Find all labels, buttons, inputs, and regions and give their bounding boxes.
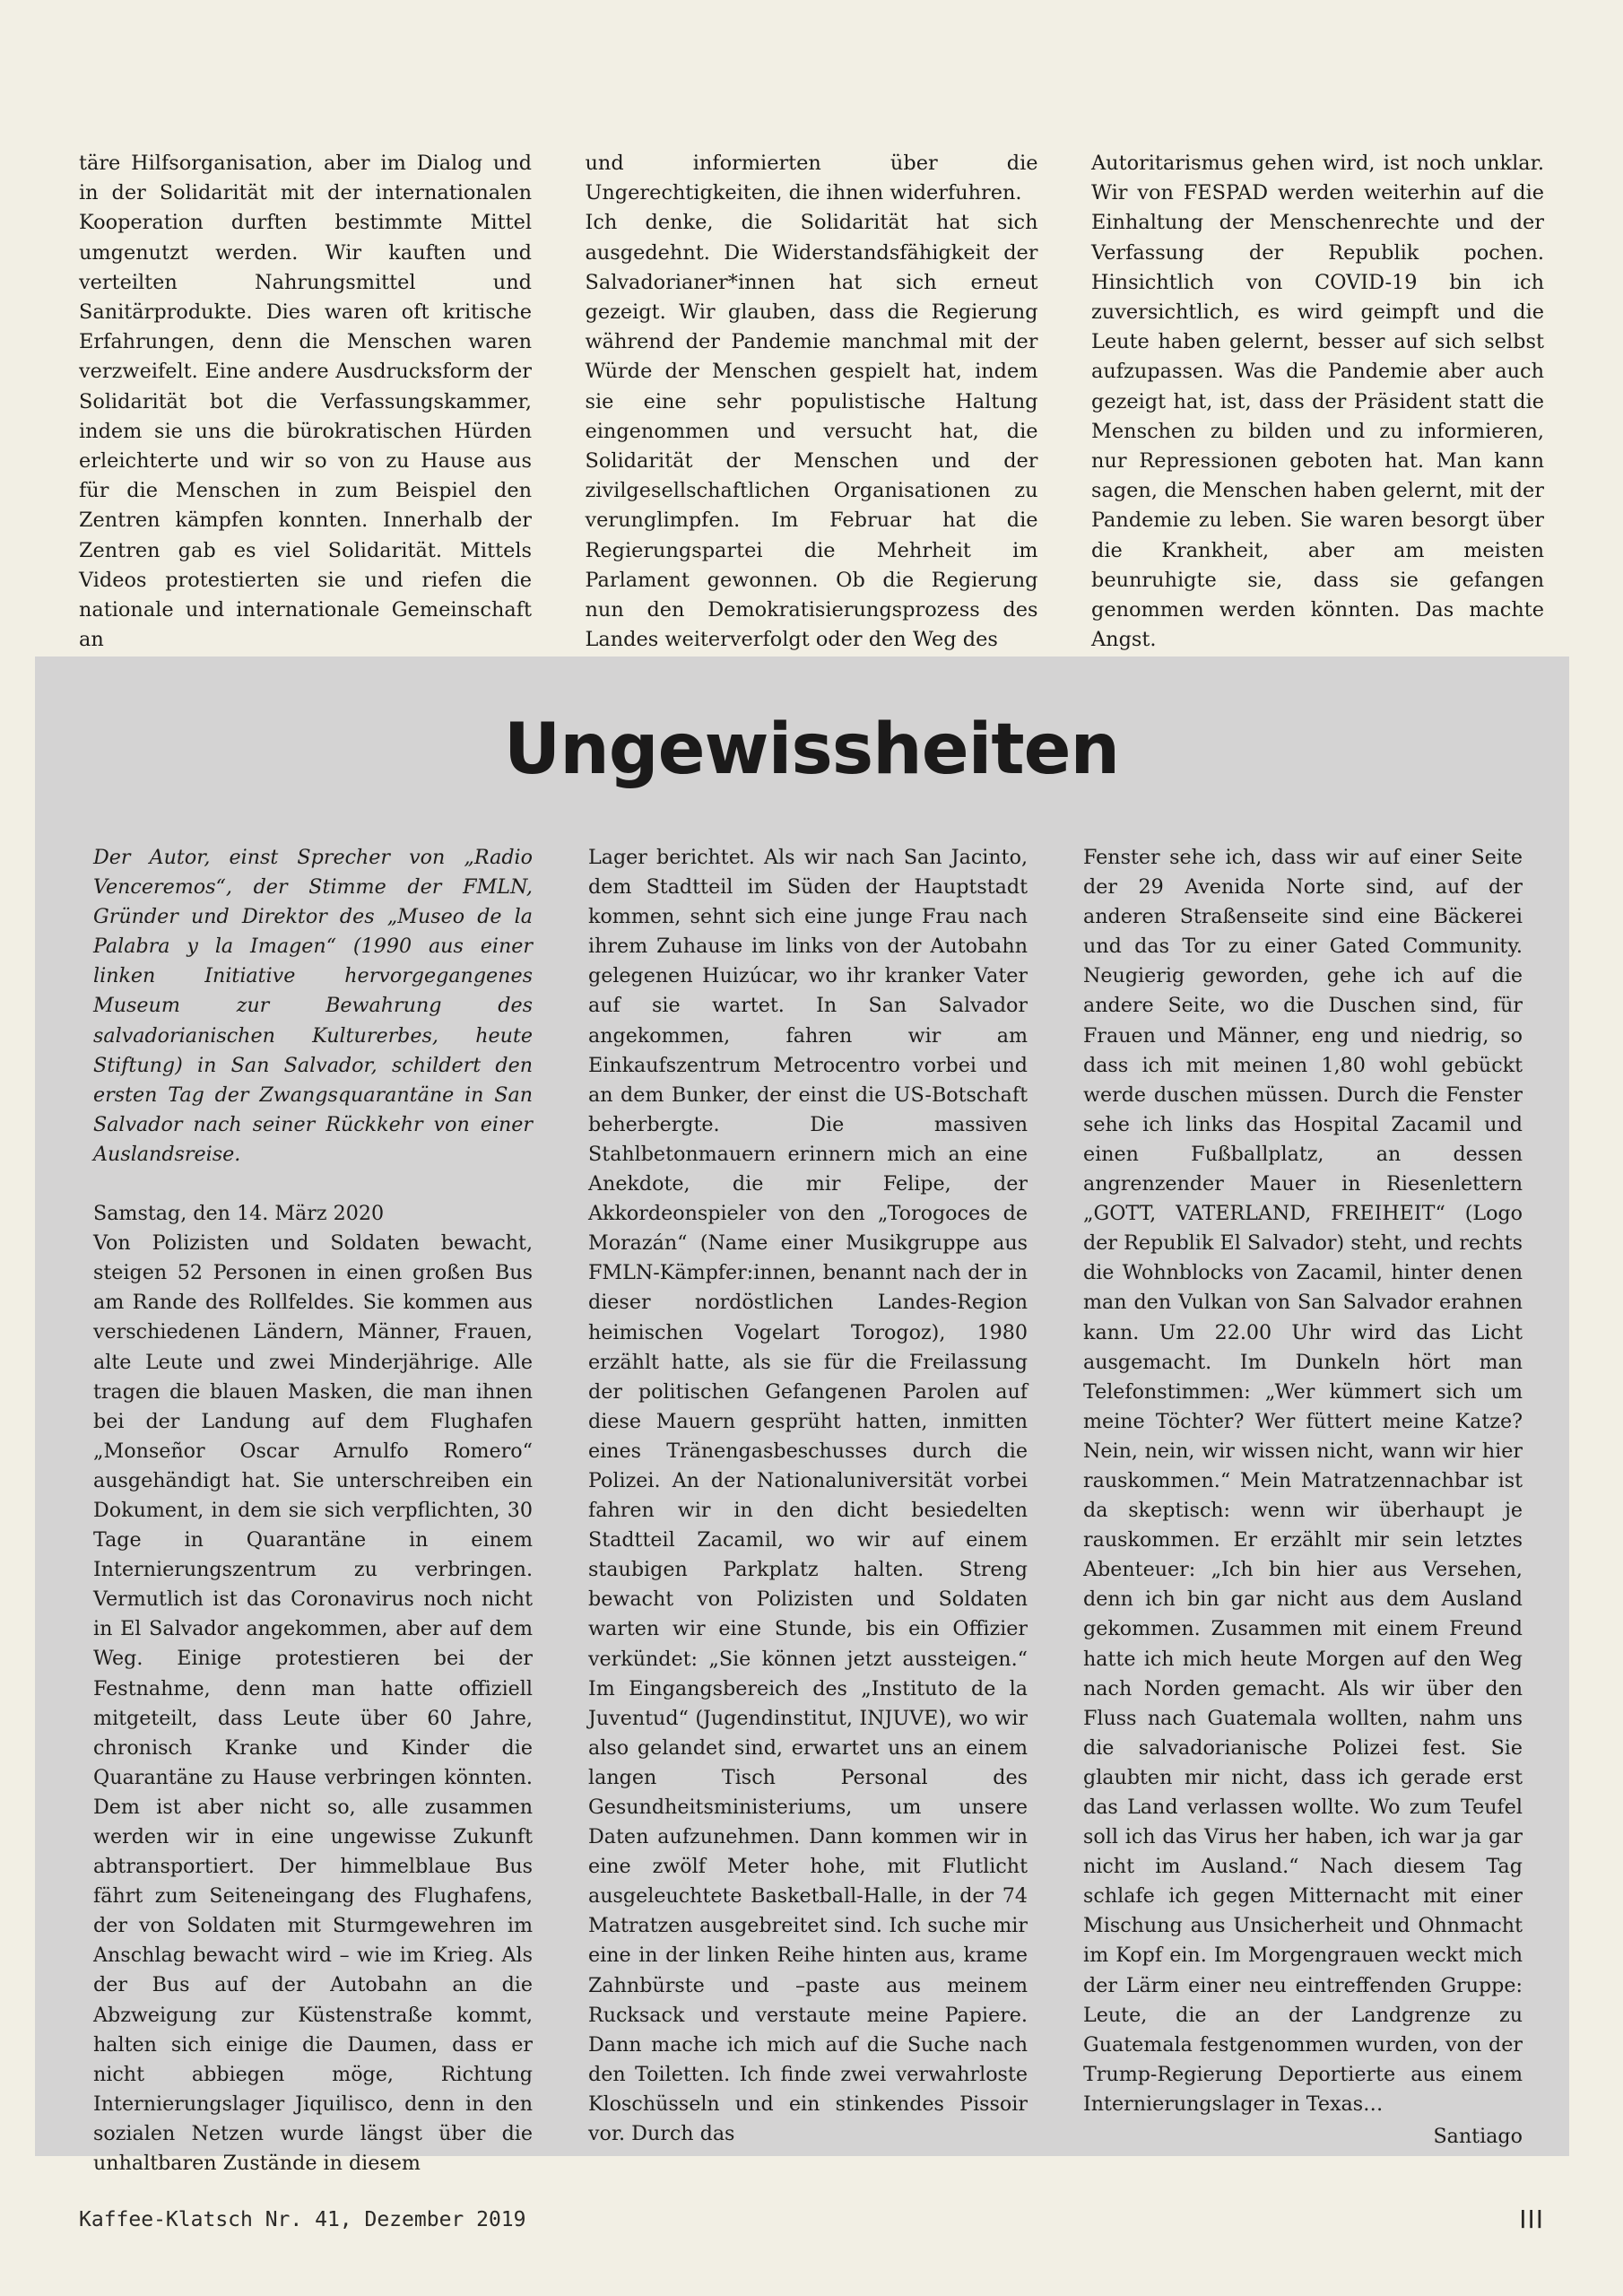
top-column-2-text: und informierten über die Ungerechtigkeiten, die ihnen widerfuhren. Ich denke, die Solidarität hat sich ausgedehnt. Die Widerstandsfähigkeit der Salvadorianer*innen hat sich erneut gezeigt. Wir glauben, dass die Regierung während der Pandemie manchmal mit der Würde der Menschen gespielt hat, indem sie eine sehr populistische Haltung eingenommen und versucht hat, die Solidarität der Menschen und der zivilgesellschaftlichen Organisationen zu verunglimpfen. Im Februar hat die Regierungspartei die Mehrheit im Parlament gewonnen. Ob die Regierung nun den Demokratisierungsprozess des Landes weiterverfolgt oder den Weg des: [585, 152, 1038, 652]
article-column-2: [588, 843, 1028, 2179]
article-column-3-text: Fenster sehe ich, dass wir auf einer Seite der 29 Avenida Norte sind, auf der anderen Straßenseite sind eine Bäckerei und das Tor zu einer Gated Community. Neugierig geworden, gehe ich auf die andere Seite, wo die Duschen sind, für Frauen und Männer, eng und niedrig, so dass ich mit meinen 1,80 wohl gebückt werde duschen müssen. Durch die Fenster sehe ich links das Hospital Zacamil und einen Fußballplatz, an dessen angrenzender Mauer in Riesenlettern „GOTT, VATERLAND, FREIHEIT“ (Logo der Republik El Salvador) steht, und rechts die Wohnblocks von Zacamil, hinter denen man den Vulkan von San Salvador erahnen kann. Um 22.00 Uhr wird das Licht ausgemacht. Im Dunkeln hört man Telefonstimmen: „Wer kümmert sich um meine Töchter? Wer füttert meine Katze? Nein, nein, wir wissen nicht, wann wir hier rauskommen.“ Mein Matratzennachbar ist da skeptisch: wenn wir überhaupt je rauskommen. Er erzählt mir sein letztes Abenteuer: „Ich bin hier aus Versehen, denn ich bin gar nicht aus dem Ausland gekommen. Zusammen mit einem Freund hatte ich mich heute Morgen auf den Weg nach Norden gemacht. Als wir über den Fluss nach Guatemala wollten, nahm uns die salvadorianische Polizei fest. Sie glaubten mir nicht, dass ich gerade erst das Land verlassen wollte. Wo zum Teufel soll ich das Virus her haben, ich war ja gar nicht im Ausland.“ Nach diesem Tag schlafe ich gegen Mitternacht mit einer Mischung aus Unsicherheit und Ohnmacht im Kopf ein. Im Morgengrauen weckt mich der Lärm einer neu eintreffenden Gruppe: Leute, die an der Landgrenze zu Guatemala festgenommen wurden, von der Trump-Regierung Deportierte aus einem Internierungslager in Texas…: [1083, 846, 1523, 2116]
top-column-1: [79, 149, 532, 655]
article-title: Ungewissheiten: [503, 709, 1120, 790]
article-date-line: Samstag, den 14. März 2020: [93, 1202, 385, 1226]
top-column-1-text: täre Hilfsorganisation, aber im Dialog und in der Solidarität mit der internationalen Kooperation durften bestimmte Mittel umgenutzt werden. Wir kauften und verteilten Nahrungsmittel und Sanitärprodukte. Dies waren oft kritische Erfahrungen, denn die Menschen waren verzweifelt. Eine andere Ausdrucksform der Solidarität bot die Verfassungskammer, indem sie uns die bürokratischen Hürden erleichterte und wir so von zu Hause aus für die Menschen in zum Beispiel den Zentren kämpfen konnten. Innerhalb der Zentren gab es viel Solidarität. Mittels Videos protestierten sie und riefen die nationale und internationale Gemeinschaft an: [79, 152, 532, 652]
article-author: Santiago: [1433, 2125, 1523, 2149]
article-column-2-text: Lager berichtet. Als wir nach San Jacinto, dem Stadtteil im Süden der Hauptstadt kommen, sehnt sich eine junge Frau nach ihrem Zuhause im links von der Autobahn gelegenen Huizúcar, wo ihr kranker Vater auf sie wartet. In San Salvador angekommen, fahren wir am Einkaufszentrum Metrocentro vorbei und an dem Bunker, der einst die US-Botschaft beherbergte. Die massiven Stahlbetonmauern erinnern mich an eine Anekdote, die mir Felipe, der Akkordeonspieler von den „Torogoces de Morazán“ (Name einer Musikgruppe aus FMLN-Kämpfer:innen, benannt nach der in dieser nordöstlichen Landes-Region heimischen Vogelart Torogoz), 1980 erzählt hatte, als sie für die Freilassung der politischen Gefangenen Parolen auf diese Mauern gesprüht hatten, inmitten eines Tränengasbeschusses durch die Polizei. An der Nationaluniversität vorbei fahren wir in den dicht besiedelten Stadtteil Zacamil, wo wir auf einem staubigen Parkplatz halten. Streng bewacht von Polizisten und Soldaten warten wir eine Stunde, bis ein Offizier verkündet: „Sie können jetzt aussteigen.“ Im Eingangsbereich des „Instituto de la Juventud“ (Jugendinstitut, INJUVE), wo wir also gelandet sind, erwartet uns an einem langen Tisch Personal des Gesundheitsministeriums, um unsere Daten aufzunehmen. Dann kommen wir in eine zwölf Meter hohe, mit Flutlicht ausgeleuchtete Basketball-Halle, in der 74 Matratzen ausgebreitet sind. Ich suche mir eine in der linken Reihe hinten aus, krame Zahnbürste und –paste aus meinem Rucksack und verstaute meine Papiere. Dann mache ich mich auf die Suche nach den Toiletten. Ich finde zwei verwahrloste Kloschüsseln und ein stinkendes Pissoir vor. Durch das: [588, 846, 1028, 2146]
top-column-3-text: Autoritarismus gehen wird, ist noch unklar. Wir von FESPAD werden weiterhin auf die Einhaltung der Menschenrechte und der Verfassung der Republik pochen. Hinsichtlich von COVID-19 bin ich zuversichtlich, es wird geimpft und die Leute haben gelernt, besser auf sich selbst aufzupassen. Was die Pandemie aber auch gezeigt hat, ist, dass der Präsident statt die Menschen zu bilden und zu informieren, nur Repressionen geboten hat. Man kann sagen, die Menschen haben gelernt, mit der Pandemie zu leben. Sie waren besorgt über die Krankheit, aber am meisten beunruhigte sie, dass sie gefangen genommen werden könnten. Das machte Angst.: [1091, 152, 1544, 652]
footer-publication: Kaffee-Klatsch Nr. 41, Dezember 2019: [79, 2208, 526, 2231]
article-column-1-text: Von Polizisten und Soldaten bewacht, steigen 52 Personen in einen großen Bus am Rande des Rollfeldes. Sie kommen aus verschiedenen Ländern, Männer, Frauen, alte Leute und zwei Minderjährige. Alle tragen die blauen Masken, die man ihnen bei der Landung auf dem Flughafen „Monseñor Oscar Arnulfo Romero“ ausgehändigt hat. Sie unterschreiben ein Dokument, in dem sie sich verpflichten, 30 Tage in Quarantäne in einem Internierungszentrum zu verbringen. Vermutlich ist das Coronavirus noch nicht in El Salvador angekommen, aber auf dem Weg. Einige protestieren bei der Festnahme, denn man hatte offiziell mitgeteilt, dass Leute über 60 Jahre, chronisch Kranke und Kinder die Quarantäne zu Hause verbringen könnten. Dem ist aber nicht so, alle zusammen werden wir in eine ungewisse Zukunft abtransportiert. Der himmelblaue Bus fährt zum Seiteneingang des Flughafens, der von Soldaten mit Sturmgewehren im Anschlag bewacht wird – wie im Krieg. Als der Bus auf der Autobahn an die Abzweigung zur Küstenstraße kommt, halten sich einige die Daumen, dass er nicht abbiegen möge, Richtung Internierungslager Jiquilisco, denn in den sozialen Netzen wurde längst über die unhaltbaren Zustände in diesem: [93, 1231, 533, 2176]
article-intro: Der Autor, einst Sprecher von „Radio Venceremos“, der Stimme der FMLN, Gründer und Direktor des „Museo de la Palabra y la Imagen“ (1990 aus einer linken Initiative hervorgegangenes Museum zur Bewahrung des salvadorianischen Kulturerbes, heute Stiftung) in San Salvador, schildert den ersten Tag der Zwangsquarantäne in San Salvador nach seiner Rückkehr von einer Auslandsreise.: [93, 846, 533, 1166]
page-number: III: [1519, 2205, 1544, 2234]
article-column-3: [1083, 843, 1523, 2179]
article-column-1: [93, 843, 533, 2179]
article-columns: [93, 843, 1523, 2179]
top-column-3: [1091, 149, 1544, 655]
top-column-2: [586, 149, 1038, 655]
top-article-columns: [79, 149, 1544, 655]
